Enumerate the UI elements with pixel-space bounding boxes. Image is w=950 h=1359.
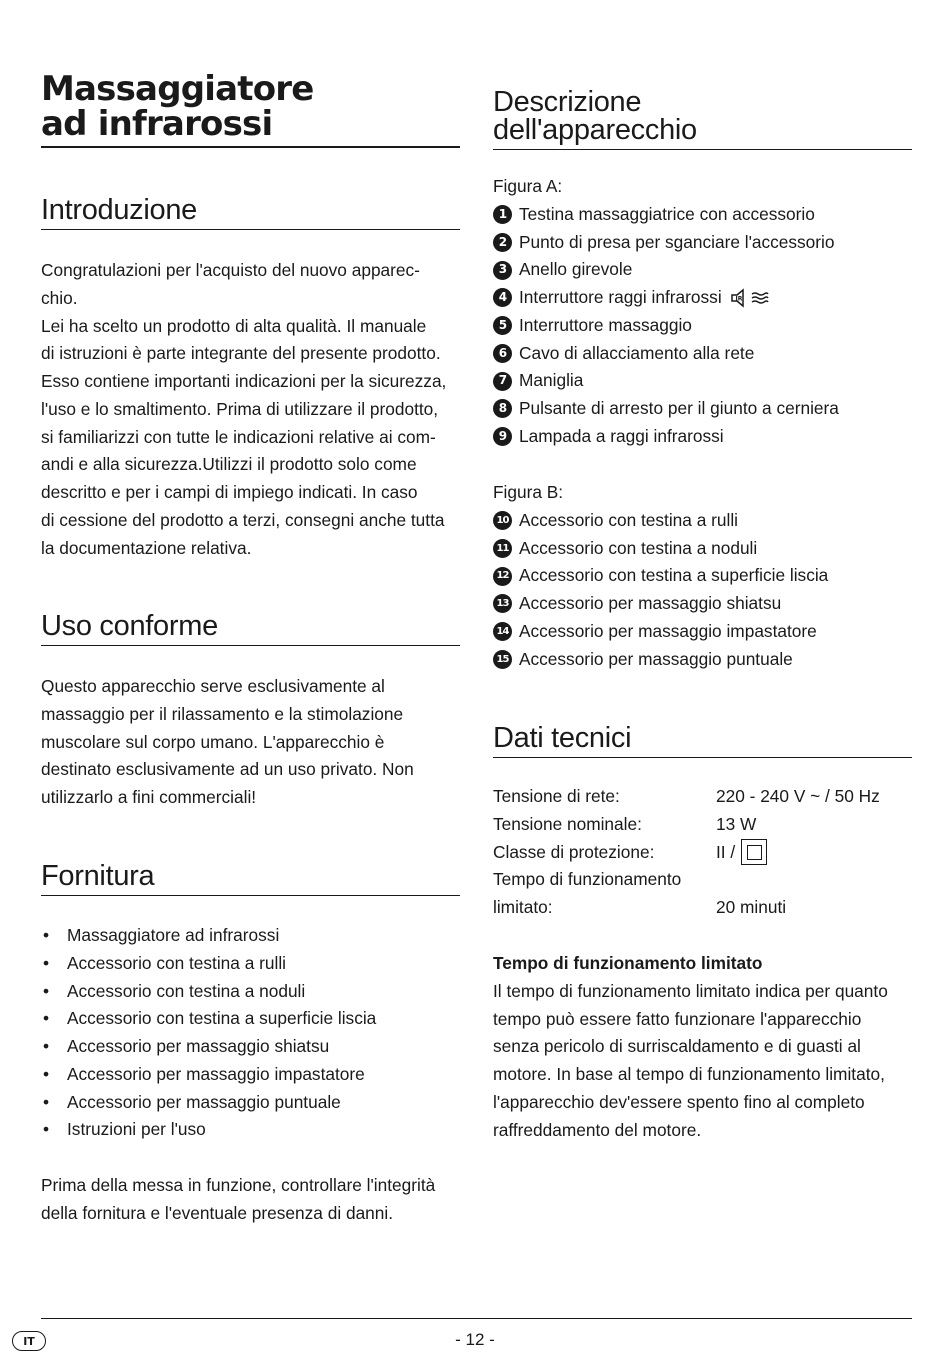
bullet-icon: • <box>43 925 50 945</box>
closing-line: Prima della messa in funzione, controllare l'integrità <box>41 1175 436 1195</box>
part-item <box>493 340 912 368</box>
list-item-text: Accessorio con testina a noduli <box>67 980 306 1001</box>
list-item <box>41 1061 460 1089</box>
document-title-line1: Massaggiatore <box>41 69 314 109</box>
descrizione-heading <box>493 88 912 150</box>
intro-line: l'uso e lo smaltimento. Prima di utilizzare il prodotto, <box>41 398 439 419</box>
number-badge-icon: 1 <box>493 205 512 224</box>
dati-tecnici-heading: Dati tecnici <box>493 724 912 758</box>
descrizione-heading-line1: Descrizione <box>493 86 642 118</box>
number-badge-icon: 2 <box>493 233 512 252</box>
part-label: Accessorio con testina a superficie liscia <box>519 565 829 586</box>
part-label: Punto di presa per sganciare l'accessorio <box>519 231 835 252</box>
number-badge-icon: 4 <box>493 288 512 307</box>
svg-text:IR: IR <box>735 295 743 303</box>
double-insulation-icon <box>741 839 767 865</box>
part-item <box>493 562 912 590</box>
number-badge-icon: 9 <box>493 427 512 446</box>
spec-value: 220 - 240 V ~ / 50 Hz <box>716 786 880 806</box>
intro-line: descritto e per i campi di impiego indicati. In caso <box>41 482 418 502</box>
spec-label: Tensione nominale: <box>493 813 642 834</box>
spec-row <box>493 866 912 894</box>
intro-line: si familiarizzi con tutte le indicazioni relative ai com- <box>41 426 436 447</box>
number-badge-icon: 15 <box>493 650 512 669</box>
number-badge-icon: 8 <box>493 399 512 418</box>
spec-label: Tensione di rete: <box>493 786 620 806</box>
figura-b-block <box>493 479 912 673</box>
part-item <box>493 312 912 340</box>
spec-label: Classe di protezione: <box>493 841 655 862</box>
document-title <box>41 69 460 148</box>
spec-value <box>716 839 767 867</box>
list-item <box>41 1116 460 1144</box>
number-badge-icon: 5 <box>493 316 512 335</box>
spec-row <box>493 811 912 839</box>
intro-line: Lei ha scelto un prodotto di alta qualità. Il manuale <box>41 315 427 336</box>
document-title-line2: ad infrarossi <box>41 104 273 144</box>
part-label: Accessorio con testina a rulli <box>519 509 738 530</box>
intro-line: la documentazione relativa. <box>41 537 252 558</box>
bullet-icon: • <box>43 952 50 973</box>
list-item-text: Accessorio per massaggio impastatore <box>67 1063 365 1084</box>
uso-line: Questo apparecchio serve esclusivamente al <box>41 676 385 696</box>
tempo-line: motore. In base al tempo di funzionamento limitato, <box>493 1064 885 1084</box>
part-label: Maniglia <box>519 370 584 391</box>
intro-line: di istruzioni è parte integrante del presente prodotto. <box>41 343 441 364</box>
spec-row <box>493 839 912 867</box>
part-item <box>493 229 912 257</box>
uso-line: destinato esclusivamente ad un uso privato. Non <box>41 759 414 780</box>
figura-b-label: Figura B: <box>493 482 564 502</box>
footer-divider <box>41 1318 912 1319</box>
spec-value: 13 W <box>716 813 757 834</box>
number-badge-icon: 13 <box>493 594 512 613</box>
intro-line: Congratulazioni per l'acquisto del nuovo apparec- <box>41 260 420 280</box>
intro-line: Esso contiene importanti indicazioni per la sicurezza, <box>41 371 447 391</box>
part-label: Pulsante di arresto per il giunto a cerniera <box>519 398 839 418</box>
number-badge-icon: 10 <box>493 511 512 530</box>
page-number: - 12 - <box>455 1330 495 1349</box>
uso-conforme-body <box>41 673 460 812</box>
figura-a-label: Figura A: <box>493 176 563 196</box>
bullet-icon: • <box>43 1119 50 1140</box>
number-badge-icon: 12 <box>493 567 512 586</box>
part-label: Testina massaggiatrice con accessorio <box>519 203 815 224</box>
tempo-line: senza pericolo di surriscaldamento e di guasti al <box>493 1036 861 1057</box>
part-item <box>493 646 912 674</box>
part-item <box>493 256 912 284</box>
spec-value: 20 minuti <box>716 897 787 917</box>
part-label: Accessorio per massaggio impastatore <box>519 620 817 641</box>
list-item-text: Massaggiatore ad infrarossi <box>67 925 280 945</box>
part-label: Accessorio per massaggio shiatsu <box>519 593 782 613</box>
part-item <box>493 395 912 423</box>
intro-line: di cessione del prodotto a terzi, consegni anche tutta <box>41 509 445 530</box>
spec-row <box>493 783 912 811</box>
intro-body <box>41 257 460 562</box>
part-item <box>493 535 912 563</box>
tempo-line: l'apparecchio dev'essere spento fino al completo <box>493 1091 865 1112</box>
part-item <box>493 618 912 646</box>
list-item <box>41 978 460 1006</box>
intro-line: andi e alla sicurezza.Utilizzi il prodotto solo come <box>41 454 417 475</box>
list-item-text: Istruzioni per l'uso <box>67 1119 206 1140</box>
language-badge: IT <box>12 1331 46 1351</box>
part-label: Accessorio per massaggio puntuale <box>519 648 793 669</box>
part-label: Interruttore raggi infrarossi <box>519 287 722 307</box>
protection-class-text: II / <box>716 841 736 862</box>
intro-heading: Introduzione <box>41 196 460 230</box>
bullet-icon: • <box>43 980 50 1001</box>
part-item <box>493 423 912 451</box>
list-item <box>41 950 460 978</box>
part-item <box>493 284 912 312</box>
uso-line: utilizzarlo a fini commerciali! <box>41 787 257 807</box>
list-item-text: Accessorio con testina a superficie liscia <box>67 1008 377 1029</box>
spec-label: Tempo di funzionamento <box>493 869 682 890</box>
tempo-line: raffreddamento del motore. <box>493 1119 702 1140</box>
fornitura-heading: Fornitura <box>41 862 460 896</box>
uso-conforme-heading: Uso conforme <box>41 612 460 646</box>
part-label: Interruttore massaggio <box>519 314 692 335</box>
spec-label: limitato: <box>493 897 553 917</box>
list-item-text: Accessorio per massaggio shiatsu <box>67 1036 330 1056</box>
fornitura-list-wrap <box>41 922 460 1144</box>
number-badge-icon: 11 <box>493 539 512 558</box>
list-item-text: Accessorio per massaggio puntuale <box>67 1091 341 1112</box>
part-item <box>493 507 912 535</box>
part-label: Cavo di allacciamento alla rete <box>519 342 755 363</box>
fornitura-list <box>41 922 460 1144</box>
list-item <box>41 1089 460 1117</box>
uso-line: massaggio per il rilassamento e la stimolazione <box>41 703 404 724</box>
tempo-funzionamento-block <box>493 950 912 1144</box>
number-badge-icon: 7 <box>493 372 512 391</box>
bullet-icon: • <box>43 1008 50 1029</box>
list-item <box>41 1033 460 1061</box>
part-item <box>493 367 912 395</box>
tempo-line: Il tempo di funzionamento limitato indica per quanto <box>493 980 888 1001</box>
list-item <box>41 922 460 950</box>
bullet-icon: • <box>43 1036 50 1056</box>
part-item <box>493 590 912 618</box>
intro-line: chio. <box>41 287 78 308</box>
bullet-icon: • <box>43 1063 50 1084</box>
part-label: Anello girevole <box>519 259 633 280</box>
list-item-text: Accessorio con testina a rulli <box>67 952 286 973</box>
bullet-icon: • <box>43 1091 50 1112</box>
tempo-line: tempo può essere fatto funzionare l'apparecchio <box>493 1008 862 1029</box>
part-item <box>493 201 912 229</box>
uso-line: muscolare sul corpo umano. L'apparecchio è <box>41 731 385 752</box>
infrared-speaker-icon <box>730 288 770 308</box>
closing-line: della fornitura e l'eventuale presenza di danni. <box>41 1202 394 1223</box>
part-label: Accessorio con testina a noduli <box>519 537 758 558</box>
number-badge-icon: 14 <box>493 622 512 641</box>
figura-a-block <box>493 173 912 451</box>
part-label: Lampada a raggi infrarossi <box>519 425 724 446</box>
spec-row <box>493 894 912 922</box>
tempo-funzionamento-heading: Tempo di funzionamento limitato <box>493 953 763 973</box>
spec-table <box>493 783 912 922</box>
number-badge-icon: 3 <box>493 261 512 280</box>
number-badge-icon: 6 <box>493 344 512 363</box>
descrizione-heading-line2: dell'apparecchio <box>493 114 697 146</box>
list-item <box>41 1005 460 1033</box>
fornitura-closing <box>41 1172 460 1228</box>
